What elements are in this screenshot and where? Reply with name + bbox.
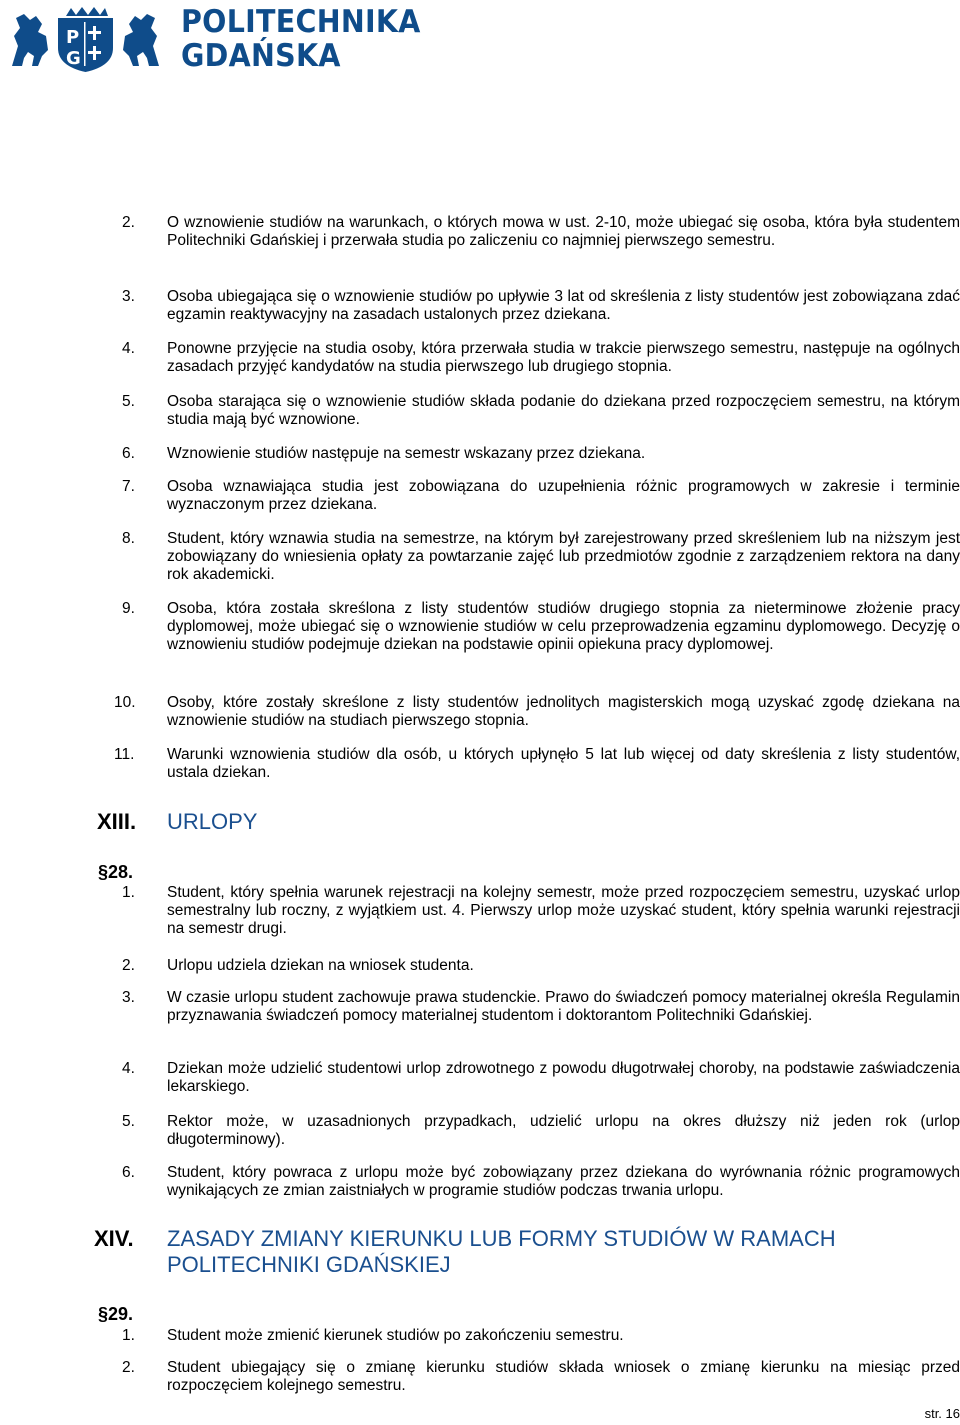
list-item-text: Student, który powraca z urlopu może być zobowiązany przez dziekana do wyrównania różnic programowych wynikających ze zmian zaistniałych w programie studiów podczas trwania urlopu. bbox=[167, 1164, 960, 1199]
section-title: ZASADY ZMIANY KIERUNKU LUB FORMY STUDIÓW W RAMACH POLITECHNIKI GDAŃSKIEJ bbox=[167, 1226, 836, 1277]
university-name-line2: GDAŃSKA bbox=[181, 38, 341, 74]
list-item-text: Osoba wznawiająca studia jest zobowiązana do uzupełnienia różnic programowych w zakresie i terminie wyznaczonym przez dziekana. bbox=[167, 478, 960, 513]
list-item-text: W czasie urlopu student zachowuje prawa studenckie. Prawo do świadczeń pomocy materialnej określa Regulamin przyznawania świadczeń pomocy materialnej studentom i doktorantom Politechniki Gdańskiej. bbox=[167, 989, 960, 1024]
list-item-text: Student ubiegający się o zmianę kierunku studiów składa wniosek o zmianę kierunku na miesiąc przed rozpoczęciem kolejnego semestru. bbox=[167, 1359, 960, 1394]
list-item-text: Ponowne przyjęcie na studia osoby, która przerwała studia w trakcie pierwszego semestru, następuje na ogólnych zasadach przyjęć kandydatów na studia pierwszego lub drugiego stopnia. bbox=[167, 340, 960, 375]
section-title: URLOPY bbox=[167, 809, 258, 834]
list-item-text: Student, który spełnia warunek rejestracji na kolejny semestr, może przed rozpoczęciem semestru, uzyskać urlop semestralny lub roczny, z wyjątkiem ust. 4. Pierwszy urlop może uzyskać student, który spełnia warunki rejestracji na semestr drugi. bbox=[167, 884, 960, 937]
list-item-number: 7. bbox=[122, 478, 135, 495]
list-item-number: 1. bbox=[122, 1327, 135, 1344]
list-item-number: 5. bbox=[122, 1113, 135, 1130]
list-item-number: 2. bbox=[122, 214, 135, 231]
list-item-text: Student może zmienić kierunek studiów po zakończeniu semestru. bbox=[167, 1327, 624, 1344]
list-item-number: 10. bbox=[114, 694, 136, 711]
list-item-number: 4. bbox=[122, 1060, 135, 1077]
list-item-text: Dziekan może udzielić studentowi urlop zdrowotnego z powodu długotrwałej choroby, na podstawie zaświadczenia lekarskiego. bbox=[167, 1060, 960, 1095]
list-item-number: 3. bbox=[122, 989, 135, 1006]
list-item-text: Student, który wznawia studia na semestrze, na którym był zarejestrowany przed skreśleniem lub na niższym jest zobowiązany do wniesienia opłaty za powtarzanie zajęć lub przedmiotów zgodnie z zarządzeniem rektora na dany rok akademicki. bbox=[167, 530, 960, 583]
svg-text:P: P bbox=[66, 27, 80, 48]
university-name bbox=[181, 5, 421, 73]
list-item-number: 3. bbox=[122, 288, 135, 305]
section-number: XIV. bbox=[94, 1226, 134, 1251]
paragraph-number: §29. bbox=[98, 1304, 134, 1324]
list-item-number: 6. bbox=[122, 1164, 135, 1181]
list-item-text: Osoby, które zostały skreślone z listy studentów jednolitych magisterskich mogą uzyskać zgodę dziekana na wznowienie studiów na studiach pierwszego stopnia. bbox=[167, 694, 960, 729]
list-item-text: Osoba ubiegająca się o wznowienie studiów po upływie 3 lat od skreślenia z listy studentów jest zobowiązana zdać egzamin reaktywacyjny na zasadach ustalonych przez dziekana. bbox=[167, 288, 960, 323]
list-item-text: Rektor może, w uzasadnionych przypadkach, udzielić urlopu na okres dłuższy niż jeden rok (urlop długoterminowy). bbox=[167, 1113, 960, 1148]
header bbox=[8, 4, 441, 74]
section-number: XIII. bbox=[97, 809, 137, 834]
paragraph-number: §28. bbox=[98, 862, 134, 882]
list-item-number: 1. bbox=[122, 884, 135, 901]
list-item-text: Osoba starająca się o wznowienie studiów składa podanie do dziekana przed rozpoczęciem semestru, na którym studia mają być wznowione. bbox=[167, 393, 960, 428]
list-item-number: 2. bbox=[122, 957, 135, 974]
list-item-text: O wznowienie studiów na warunkach, o których mowa w ust. 2-10, może ubiegać się osoba, która była studentem Politechniki Gdańskiej i przerwała studia po zaliczeniu co najmniej pierwszego semestru. bbox=[167, 214, 960, 249]
university-crest-logo bbox=[8, 6, 163, 72]
list-item-text: Osoba, która została skreślona z listy studentów studiów drugiego stopnia za nieterminowe złożenie pracy dyplomowej, może ubiegać się o wznowienie studiów w celu przeprowadzenia egzaminu dyplomowego. Decyzję o wznowieniu studiów podejmuje dziekan na podstawie opinii opiekuna pracy dyplomowej. bbox=[167, 600, 960, 653]
list-item-text: Wznowienie studiów następuje na semestr wskazany przez dziekana. bbox=[167, 445, 646, 462]
list-item-number: 2. bbox=[122, 1359, 135, 1376]
list-item-number: 9. bbox=[122, 600, 135, 617]
list-item-number: 11. bbox=[114, 746, 135, 763]
list-item-text: Warunki wznowienia studiów dla osób, u których upłynęło 5 lat lub więcej od daty skreślenia z listy studentów, ustala dziekan. bbox=[167, 746, 960, 781]
list-item-number: 8. bbox=[122, 530, 135, 547]
page-number: str. 16 bbox=[924, 1406, 960, 1421]
list-item-number: 6. bbox=[122, 445, 135, 462]
list-item-number: 4. bbox=[122, 340, 135, 357]
university-name-line1: POLITECHNIKA bbox=[181, 4, 421, 40]
list-item-text: Urlopu udziela dziekan na wniosek studenta. bbox=[167, 957, 474, 974]
svg-text:G: G bbox=[66, 48, 81, 69]
list-item-number: 5. bbox=[122, 393, 135, 410]
